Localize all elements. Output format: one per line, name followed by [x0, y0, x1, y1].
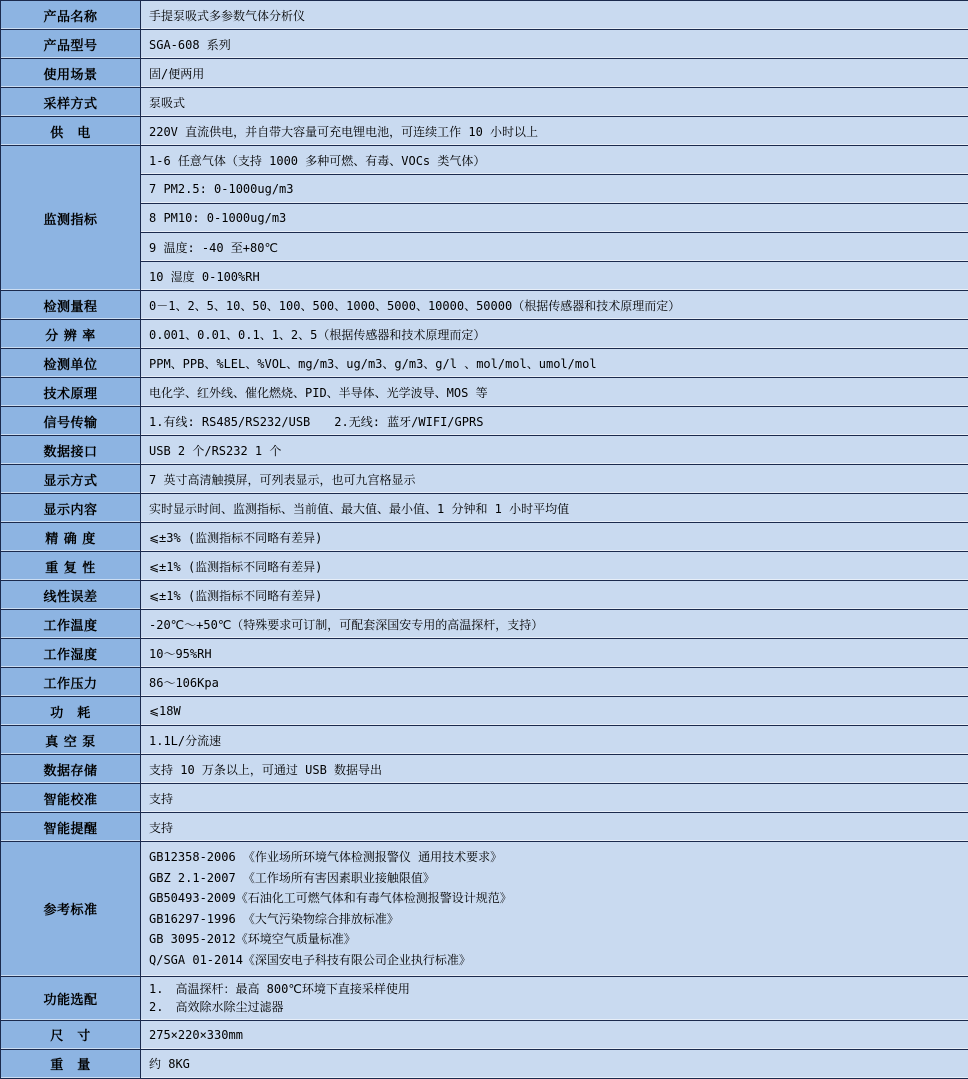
spec-row: [1, 581, 968, 610]
spec-label-cell: 数据存储: [1, 755, 141, 784]
spec-row: [1, 976, 968, 1020]
spec-label-cell: 检测单位: [1, 349, 141, 378]
spec-value-cell: 8 PM10: 0-1000ug/m3: [141, 204, 968, 233]
spec-value-cell: SGA-608 系列: [141, 30, 968, 59]
spec-label-cell: 检测量程: [1, 291, 141, 320]
spec-row: [1, 262, 968, 291]
spec-label-cell: 线性误差: [1, 581, 141, 610]
spec-value-line: GBZ 2.1-2007 《工作场所有害因素职业接触限值》: [149, 868, 960, 889]
spec-value-cell: PPM、PPB、%LEL、%VOL、mg/m3、ug/m3、g/m3、g/l 、mol/mol、umol/mol: [141, 349, 968, 378]
spec-value-line: GB16297-1996 《大气污染物综合排放标准》: [149, 909, 960, 930]
spec-value-cell: 1-6 任意气体（支持 1000 多种可燃、有毒、VOCs 类气体）: [141, 146, 968, 175]
spec-value-cell: 支持: [141, 784, 968, 813]
spec-row: [1, 465, 968, 494]
spec-label-cell: 精 确 度: [1, 523, 141, 552]
spec-row: [1, 755, 968, 784]
spec-value-cell: 1.有线: RS485/RS232/USB 2.无线: 蓝牙/WIFI/GPRS: [141, 407, 968, 436]
spec-value-cell: 实时显示时间、监测指标、当前值、最大值、最小值、1 分钟和 1 小时平均值: [141, 494, 968, 523]
spec-label-cell: 功能选配: [1, 976, 141, 1020]
spec-value-cell: 220V 直流供电，并自带大容量可充电锂电池，可连续工作 10 小时以上: [141, 117, 968, 146]
spec-value-cell: 泵吸式: [141, 88, 968, 117]
spec-label-cell: 智能校准: [1, 784, 141, 813]
spec-row: [1, 320, 968, 349]
spec-value-cell: 固/便两用: [141, 59, 968, 88]
spec-label-cell: 监测指标: [1, 146, 141, 291]
spec-row: [1, 726, 968, 755]
spec-label-cell: 显示内容: [1, 494, 141, 523]
spec-label-cell: 工作温度: [1, 610, 141, 639]
spec-label-cell: 重 量: [1, 1049, 141, 1078]
spec-value-cell: 0－1、2、5、10、50、100、500、1000、5000、10000、50000（根据传感器和技术原理而定）: [141, 291, 968, 320]
spec-value-cell: [141, 842, 968, 977]
spec-label-cell: 功 耗: [1, 697, 141, 726]
spec-row: [1, 88, 968, 117]
spec-row: [1, 436, 968, 465]
spec-value-cell: 支持: [141, 813, 968, 842]
spec-row: [1, 204, 968, 233]
spec-value-cell: [141, 976, 968, 1020]
spec-value-cell: 约 8KG: [141, 1049, 968, 1078]
spec-label-cell: 真 空 泵: [1, 726, 141, 755]
spec-row: [1, 407, 968, 436]
spec-value-cell: 10 湿度 0-100%RH: [141, 262, 968, 291]
spec-value-cell: 电化学、红外线、催化燃烧、PID、半导体、光学波导、MOS 等: [141, 378, 968, 407]
spec-value-line: 1. 高温探杆：最高 800℃环境下直接采样使用: [149, 980, 960, 999]
spec-value-cell: ⩽±3% (监测指标不同略有差异): [141, 523, 968, 552]
spec-row: [1, 494, 968, 523]
spec-row: [1, 378, 968, 407]
spec-value-cell: USB 2 个/RS232 1 个: [141, 436, 968, 465]
spec-label-cell: 供 电: [1, 117, 141, 146]
spec-value-cell: 支持 10 万条以上，可通过 USB 数据导出: [141, 755, 968, 784]
spec-value-cell: 7 PM2.5: 0-1000ug/m3: [141, 175, 968, 204]
spec-label-cell: 尺 寸: [1, 1020, 141, 1049]
spec-value-line: GB 3095-2012《环境空气质量标准》: [149, 929, 960, 950]
spec-label-cell: 信号传输: [1, 407, 141, 436]
spec-label-cell: 采样方式: [1, 88, 141, 117]
spec-row: [1, 610, 968, 639]
spec-row: [1, 233, 968, 262]
spec-value-line: GB12358-2006 《作业场所环境气体检测报警仪 通用技术要求》: [149, 847, 960, 868]
spec-row: [1, 842, 968, 977]
spec-row: [1, 523, 968, 552]
spec-row: [1, 175, 968, 204]
spec-value-cell: 1.1L/分流速: [141, 726, 968, 755]
spec-value-cell: 手提泵吸式多参数气体分析仪: [141, 1, 968, 30]
spec-row: [1, 639, 968, 668]
spec-value-cell: 7 英寸高清触摸屏，可列表显示，也可九宫格显示: [141, 465, 968, 494]
spec-value-cell: ⩽18W: [141, 697, 968, 726]
spec-label-cell: 数据接口: [1, 436, 141, 465]
spec-label-cell: 技术原理: [1, 378, 141, 407]
spec-label-cell: 分 辨 率: [1, 320, 141, 349]
spec-value-cell: 10～95%RH: [141, 639, 968, 668]
spec-label-cell: 参考标准: [1, 842, 141, 977]
spec-row: [1, 552, 968, 581]
spec-row: [1, 30, 968, 59]
spec-label-cell: 智能提醒: [1, 813, 141, 842]
spec-value-line: GB50493-2009《石油化工可燃气体和有毒气体检测报警设计规范》: [149, 888, 960, 909]
spec-label-cell: 显示方式: [1, 465, 141, 494]
spec-label-cell: 产品名称: [1, 1, 141, 30]
spec-row: [1, 668, 968, 697]
spec-value-cell: 275×220×330mm: [141, 1020, 968, 1049]
spec-row: [1, 291, 968, 320]
spec-label-cell: 使用场景: [1, 59, 141, 88]
spec-row: [1, 1020, 968, 1049]
spec-value-line: 2. 高效除水除尘过滤器: [149, 998, 960, 1017]
spec-value-cell: 9 温度: -40 至+80℃: [141, 233, 968, 262]
spec-row: [1, 59, 968, 88]
spec-label-cell: 工作压力: [1, 668, 141, 697]
spec-row: [1, 349, 968, 378]
spec-row: [1, 146, 968, 175]
spec-label-cell: 工作湿度: [1, 639, 141, 668]
spec-label-cell: 重 复 性: [1, 552, 141, 581]
spec-value-cell: ⩽±1% (监测指标不同略有差异): [141, 581, 968, 610]
spec-value-cell: ⩽±1% (监测指标不同略有差异): [141, 552, 968, 581]
spec-value-cell: 0.001、0.01、0.1、1、2、5（根据传感器和技术原理而定）: [141, 320, 968, 349]
spec-row: [1, 813, 968, 842]
spec-value-cell: 86～106Kpa: [141, 668, 968, 697]
spec-label-cell: 产品型号: [1, 30, 141, 59]
spec-value-line: Q/SGA 01-2014《深国安电子科技有限公司企业执行标准》: [149, 950, 960, 971]
spec-row: [1, 697, 968, 726]
spec-row: [1, 117, 968, 146]
spec-row: [1, 784, 968, 813]
spec-row: [1, 1, 968, 30]
spec-row: [1, 1049, 968, 1078]
spec-value-cell: -20℃～+50℃（特殊要求可订制，可配套深国安专用的高温探杆，支持）: [141, 610, 968, 639]
